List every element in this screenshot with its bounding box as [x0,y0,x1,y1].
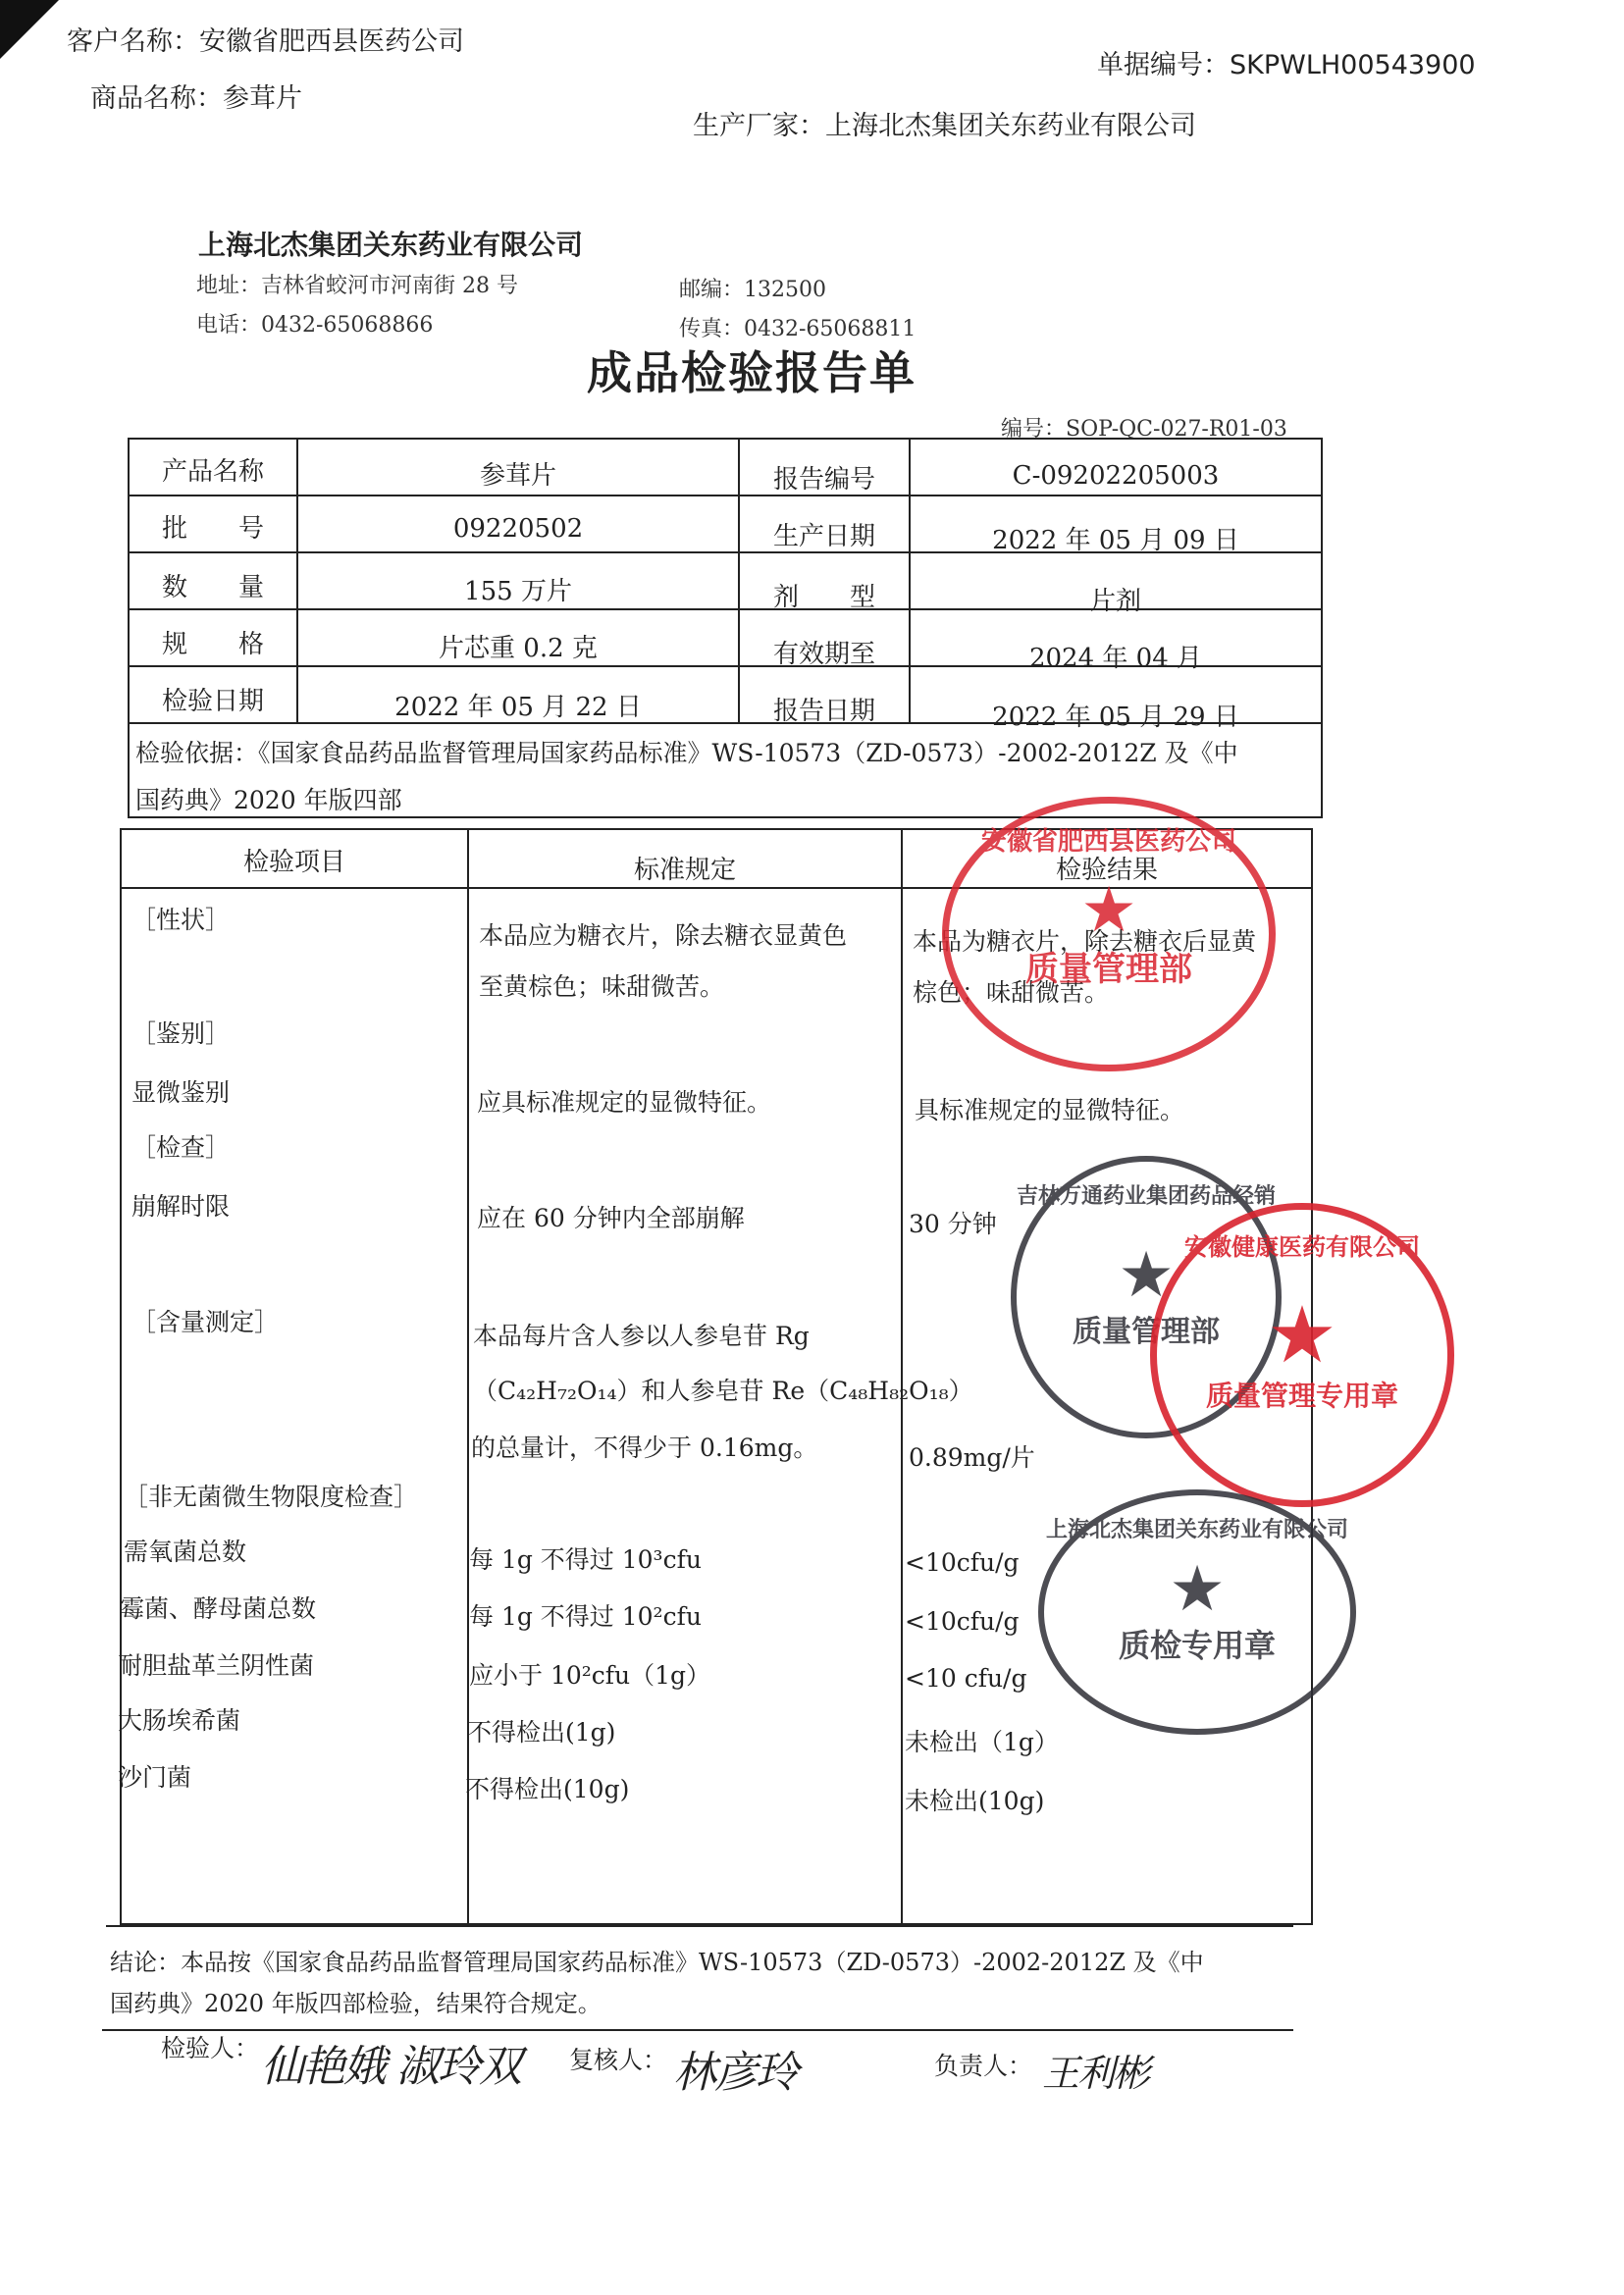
std-appearance-a: 本品应为糖衣片，除去糖衣显黄色 [479,921,848,950]
item-aerobic: 需氧菌总数 [124,1538,247,1566]
item-ecoli: 大肠埃希菌 [118,1706,241,1735]
res-microscopic: 具标准规定的显微特征。 [915,1096,1185,1124]
res-assay: 0.89mg/片 [909,1443,1035,1472]
res-ecoli: 未检出（1g） [905,1728,1059,1756]
info-value: 2022 年 05 月 22 日 [394,693,642,722]
customer-label: 客户名称： [67,26,199,57]
head-label: 负责人： [934,2052,1033,2080]
manufacturer-value: 上海北杰集团关东药业有限公司 [825,111,1196,141]
info-label: 有效期至 [772,640,875,669]
stamp-feixi-quality [942,797,1276,1071]
info-label: 规 格 [161,630,264,659]
scan-corner-shadow [0,0,59,59]
manufacturer-line [693,104,1196,142]
product-label: 商品名称： [90,83,223,114]
stamp-ring-text: 吉林万通药业集团药品经销 [1017,1184,1277,1209]
column-standard-header: 标准规定 [633,856,736,885]
section-identification: ［鉴别］ [131,1019,231,1048]
res-appearance-b: 棕色；味甜微苦。 [913,978,1110,1007]
stamp-foot-text: 质量管理专用章 [1205,1380,1398,1412]
res-aerobic: <10cfu/g [905,1548,1020,1577]
conclusion-top-rule [106,1925,1293,1927]
basis-line-1: 检验依据：《国家食品药品监督管理局国家药品标准》WS-10573（ZD-0573）-2002-2012Z 及《中 [135,739,1238,767]
basis-line-2: 国药典》2020 年版四部 [135,786,402,814]
stamp-ring-text: 上海北杰集团关东药业有限公司 [1045,1518,1348,1542]
doc-no-line [1097,43,1476,81]
reviewer-signature: 林彦玲 [673,2048,797,2098]
item-mold: 霉菌、酵母菌总数 [120,1594,317,1623]
stamp-foot-text: 质量管理部 [1073,1315,1220,1349]
reviewer-label: 复核人： [569,2046,668,2074]
company-phone: 电话：0432-65068866 [196,313,434,338]
std-ecoli: 不得检出(1g) [467,1718,616,1747]
stamp-beijie-qc [1038,1489,1356,1735]
info-value: C-09202205003 [1012,461,1220,491]
res-bile-gram: <10 cfu/g [905,1664,1027,1693]
info-value: 参茸片 [479,461,556,491]
std-salmonella: 不得检出(10g) [465,1775,630,1803]
info-value: 2022 年 05 月 29 日 [992,703,1239,732]
info-value: 09220502 [452,514,584,544]
stamp-foot-text: 质量管理部 [1025,949,1192,989]
item-microscopic: 显微鉴别 [131,1078,231,1107]
info-value: 2024 年 04 月 [1028,644,1203,673]
stamp-star-icon: ★ [1169,1553,1226,1626]
stamp-ring-text: 安徽省肥西县医药公司 [980,827,1236,857]
info-label: 生产日期 [772,522,875,551]
customer-line [67,20,464,58]
info-value: 2022 年 05 月 09 日 [992,526,1239,555]
section-inspection: ［检查］ [131,1133,231,1162]
product-value: 参茸片 [223,83,302,114]
item-appearance: ［性状］ [131,906,231,934]
info-label: 产品名称 [161,457,264,487]
info-label: 报告编号 [772,465,875,495]
doc-no-label: 单据编号： [1097,50,1230,80]
info-value: 片剂 [1089,587,1141,616]
product-line [90,77,302,115]
std-microscopic: 应具标准规定的显微特征。 [477,1088,772,1117]
doc-no-value: SKPWLH00543900 [1230,50,1476,80]
info-value: 片芯重 0.2 克 [439,634,598,663]
conclusion-line-2: 国药典》2020 年版四部检验，结果符合规定。 [110,1990,602,2017]
info-label: 剂 型 [772,583,875,612]
inspector-label: 检验人： [161,2034,260,2062]
inspector-signature: 仙艳娥 淑玲双 [261,2042,520,2092]
manufacturer-label: 生产厂家： [693,111,825,141]
info-label: 批 号 [161,514,264,544]
info-label: 检验日期 [161,687,264,716]
res-mold: <10cfu/g [905,1607,1020,1636]
report-title: 成品检验报告单 [587,346,917,399]
company-address: 地址：吉林省蛟河市河南街 28 号 [196,274,518,298]
info-label: 数 量 [161,573,264,602]
std-assay-b: （C₄₂H₇₂O₁₄）和人参皂苷 Re（C₄₈H₈₂O₁₈） [473,1377,973,1405]
std-assay-c: 的总量计，不得少于 0.16mg。 [471,1434,818,1462]
std-aerobic: 每 1g 不得过 10³cfu [469,1545,702,1574]
std-appearance-b: 至黄棕色；味甜微苦。 [479,972,725,1001]
res-disintegration: 30 分钟 [909,1210,997,1238]
item-bile-gram: 耐胆盐革兰阴性菌 [118,1651,315,1680]
std-mold: 每 1g 不得过 10²cfu [469,1602,702,1631]
info-value: 155 万片 [464,577,572,606]
res-salmonella: 未检出(10g) [905,1787,1045,1815]
stamp-star-icon: ★ [1118,1239,1175,1312]
stamp-foot-text: 质检专用章 [1118,1627,1276,1664]
std-assay-a: 本品每片含人参以人参皂苷 Rg [473,1322,810,1350]
company-postcode: 邮编：132500 [679,278,826,302]
std-disintegration: 应在 60 分钟内全部崩解 [477,1204,745,1232]
stamp-health-quality [1150,1203,1454,1507]
company-fax: 传真：0432-65068811 [679,317,917,341]
info-label: 报告日期 [772,697,875,726]
item-disintegration: 崩解时限 [131,1192,231,1221]
column-item-header: 检验项目 [242,848,345,877]
report-code: 编号：SOP-QC-027-R01-03 [1001,417,1287,442]
customer-value: 安徽省肥西县医药公司 [199,26,464,57]
conclusion-line-1: 结论：本品按《国家食品药品监督管理局国家药品标准》WS-10573（ZD-0573）-2002-2012Z 及《中 [110,1949,1204,1976]
head-signature: 王利彬 [1042,2052,1149,2095]
company-name: 上海北杰集团关东药业有限公司 [198,229,584,261]
results-divider [467,828,469,1925]
section-microbial: ［非无菌微生物限度检查］ [124,1483,419,1511]
item-salmonella: 沙门菌 [118,1763,192,1792]
column-result-header: 检验结果 [1055,856,1158,885]
stamp-star-icon: ★ [1267,1289,1337,1381]
stamp-star-icon: ★ [1080,873,1137,947]
section-assay: ［含量测定］ [131,1308,280,1336]
std-bile-gram: 应小于 10²cfu（1g） [469,1661,711,1690]
info-rule [128,495,1323,496]
stamp-ring-text: 安徽健康医药有限公司 [1184,1233,1420,1261]
res-appearance-a: 本品为糖衣片，除去糖衣后显黄 [913,927,1257,956]
